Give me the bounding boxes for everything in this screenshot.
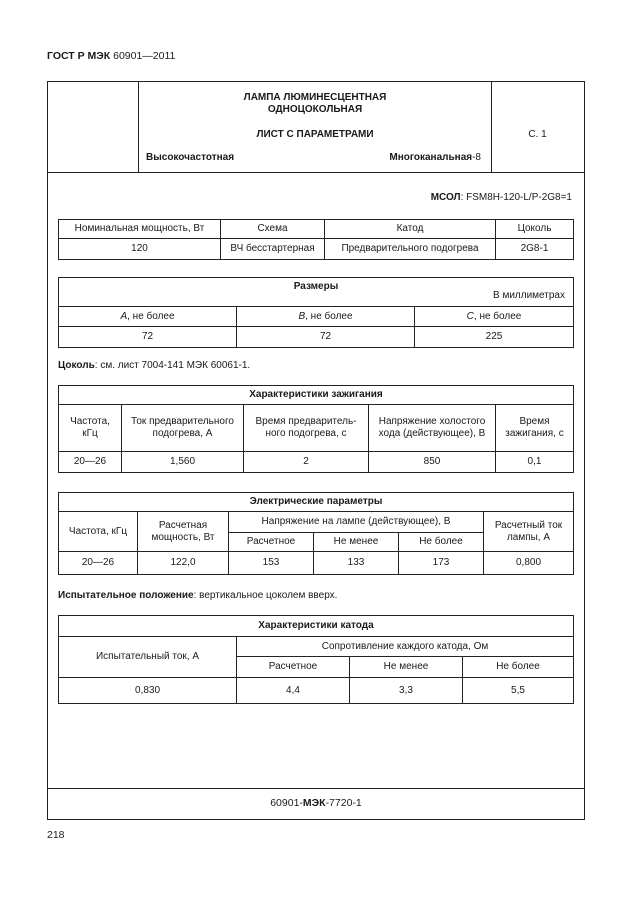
cell-res-max: 5,5 (463, 678, 574, 704)
sheet-code (48, 797, 584, 809)
test-position-text: : вертикальное цоколем вверх. (193, 590, 338, 601)
cell-res-rated: 4,4 (237, 678, 350, 704)
mcol-label: МСОЛ (430, 192, 461, 203)
header-circuit: Схема (221, 220, 325, 239)
page-number: 218 (47, 829, 65, 841)
dim-c-letter: C (466, 310, 474, 322)
title-line-2: ОДНОЦОКОЛЬНАЯ (267, 104, 363, 115)
header-el-frequency: Частота, кГц (59, 512, 138, 552)
main-params-table (58, 219, 574, 260)
header-el-max: Не более (399, 533, 484, 552)
cell-test-current: 0,830 (59, 678, 237, 704)
base-note (58, 360, 250, 371)
cell-power: 120 (59, 239, 221, 260)
channel-type-bold: Многоканальная (389, 152, 473, 163)
frequency-type-label: Высокочастотная (146, 152, 235, 163)
electrical-title: Электрические параметры (59, 493, 574, 512)
ignition-title: Характеристики зажигания (59, 386, 574, 405)
header-el-min: Не менее (314, 533, 399, 552)
dimensions-table (58, 277, 574, 348)
title-line-1: ЛАМПА ЛЮМИНЕСЦЕНТНАЯ (243, 92, 387, 103)
cell-ignition-time: 0,1 (496, 452, 574, 473)
test-position-note (58, 590, 337, 601)
header-base: Цоколь (496, 220, 574, 239)
header-preheat-current: Ток предварительного подогрева, А (122, 405, 244, 452)
footer-divider (48, 788, 584, 789)
header-power: Номинальная мощность, Вт (59, 220, 221, 239)
dim-a-suffix: , не более (127, 310, 175, 322)
ignition-table (58, 385, 574, 473)
cell-el-power: 122,0 (138, 552, 229, 575)
cell-circuit: ВЧ бесстартерная (221, 239, 325, 260)
cell-preheat-time: 2 (244, 452, 369, 473)
page-label: С. 1 (528, 129, 547, 140)
header-preheat-time: Время предваритель-ного подогрева, с (244, 405, 369, 452)
base-note-label: Цоколь (58, 360, 95, 371)
channel-type-label (389, 152, 481, 163)
header-res-rated: Расчетное (237, 657, 350, 678)
channel-type-suffix: -8 (472, 152, 481, 163)
header-dim-a (59, 307, 237, 327)
header-res-min: Не менее (350, 657, 463, 678)
cell-el-rated: 153 (229, 552, 314, 575)
sheet-code-prefix: 60901- (270, 797, 303, 809)
sheet-title: ЛИСТ С ПАРАМЕТРАМИ (256, 129, 374, 140)
dimensions-title-cell (59, 278, 574, 307)
cell-dim-b: 72 (237, 327, 415, 348)
header-dim-c (415, 307, 574, 327)
header-cathode: Катод (325, 220, 496, 239)
dim-a-letter: A (120, 310, 128, 322)
header-open-voltage: Напряжение холостого хода (действующее), В (369, 405, 496, 452)
test-position-label: Испытательное положение (58, 590, 194, 601)
sheet-code-suffix: -7720-1 (325, 797, 362, 809)
header-el-current: Расчетный ток лампы, А (484, 512, 574, 552)
header-ignition-time: Время зажигания, с (496, 405, 574, 452)
dimensions-title: Размеры (293, 281, 339, 292)
cell-cathode: Предварительного подогрева (325, 239, 496, 260)
standard-prefix: ГОСТ Р МЭК (47, 50, 111, 62)
cell-preheat-current: 1,560 (122, 452, 244, 473)
sheet-header (48, 82, 584, 173)
cell-res-min: 3,3 (350, 678, 463, 704)
mcol-designation (431, 192, 572, 203)
header-right-cell (491, 82, 585, 172)
mcol-value: : FSM8H-120-L/P-2G8=1 (460, 192, 572, 203)
header-test-current: Испытательный ток, А (59, 637, 237, 678)
header-el-power: Расчетная мощность, Вт (138, 512, 229, 552)
cell-el-current: 0,800 (484, 552, 574, 575)
header-el-rated: Расчетное (229, 533, 314, 552)
dim-c-suffix: , не более (473, 310, 522, 322)
cell-el-frequency: 20—26 (59, 552, 138, 575)
cathode-table (58, 615, 574, 704)
cell-dim-a: 72 (59, 327, 237, 348)
electrical-table (58, 492, 574, 575)
header-dim-b (237, 307, 415, 327)
sheet-code-bold: МЭК (302, 797, 326, 809)
dim-b-letter: B (298, 310, 306, 322)
base-note-text: : см. лист 7004-141 МЭК 60061-1. (94, 360, 251, 371)
cell-base: 2G8-1 (496, 239, 574, 260)
standard-number: 60901—2011 (113, 50, 176, 62)
cell-ign-frequency: 20—26 (59, 452, 122, 473)
header-resistance: Сопротивление каждого катода, Ом (237, 637, 574, 657)
standard-designation (47, 50, 175, 62)
header-ign-frequency: Частота, кГц (59, 405, 122, 452)
header-left-cell (48, 82, 139, 172)
cathode-title: Характеристики катода (59, 616, 574, 637)
header-el-voltage: Напряжение на лампе (действующее), В (229, 512, 484, 533)
dimensions-unit: В миллиметрах (493, 290, 565, 301)
header-res-max: Не более (463, 657, 574, 678)
cell-el-max: 173 (399, 552, 484, 575)
cell-dim-c: 225 (415, 327, 574, 348)
cell-open-voltage: 850 (369, 452, 496, 473)
dim-b-suffix: , не более (305, 310, 353, 322)
cell-el-min: 133 (314, 552, 399, 575)
datasheet-frame (47, 81, 585, 820)
